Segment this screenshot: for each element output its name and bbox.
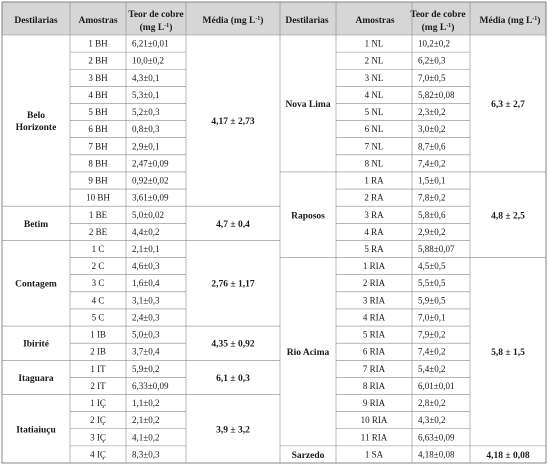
copper-value: 1,1±0,2 xyxy=(132,398,160,409)
sample-id: 2 RA xyxy=(364,192,384,203)
copper-value: 10,0±0,2 xyxy=(132,55,164,66)
copper-value: 6,63±0,09 xyxy=(418,432,455,443)
copper-value: 5,5±0,5 xyxy=(418,278,446,289)
sample-id: 7 RIA xyxy=(362,363,386,374)
sample-id: 2 IB xyxy=(90,346,106,357)
group-mean: 2,76 ± 1,17 xyxy=(211,279,255,290)
sample-id: 1 NL xyxy=(364,38,384,49)
copper-value: 7,4±0,2 xyxy=(418,346,446,357)
copper-value: 4,5±0,5 xyxy=(418,261,446,272)
sample-id: 5 C xyxy=(91,312,105,323)
sample-id: 9 BH xyxy=(88,175,108,186)
sample-id: 1 RA xyxy=(364,175,384,186)
copper-value: 5,8±0,6 xyxy=(418,209,446,220)
copper-value: 0,92±0,02 xyxy=(132,175,169,186)
sample-id: 3 IÇ xyxy=(90,432,106,443)
right-group-cells xyxy=(285,100,529,461)
header-destilarias-right: Destilarias xyxy=(285,16,329,26)
sample-id: 1 RIA xyxy=(362,261,386,272)
copper-value: 10,2±0,2 xyxy=(418,38,450,49)
sample-id: 11 RIA xyxy=(360,432,388,443)
copper-value: 5,82±0,08 xyxy=(418,89,455,100)
copper-value: 3,1±0,3 xyxy=(132,295,160,306)
sample-id: 10 BH xyxy=(86,192,110,203)
copper-value: 5,9±0,2 xyxy=(132,363,160,374)
sample-id: 4 RA xyxy=(364,226,384,237)
sample-id: 1 IÇ xyxy=(90,398,106,409)
distillery-name: Horizonte xyxy=(15,123,57,134)
header-teor-line1-left: Teor de cobre xyxy=(128,10,184,20)
copper-value: 2,4±0,3 xyxy=(132,312,160,323)
copper-value: 4,6±0,3 xyxy=(132,261,160,272)
copper-value: 5,2±0,3 xyxy=(132,107,160,118)
group-mean: 4,8 ± 2,5 xyxy=(491,211,525,222)
sample-id: 6 RIA xyxy=(362,346,386,357)
copper-value: 6,21±0,01 xyxy=(132,38,169,49)
sample-id: 5 RA xyxy=(364,244,384,254)
right-sample-rows xyxy=(361,39,455,460)
copper-value: 5,88±0,07 xyxy=(418,244,455,254)
copper-value: 2,9±0,1 xyxy=(132,141,160,152)
copper-value: 7,0±0,1 xyxy=(418,312,446,323)
copper-value: 6,2±0,3 xyxy=(418,55,446,66)
grid-lines xyxy=(2,2,546,463)
sample-id: 4 RIA xyxy=(362,312,386,323)
copper-value: 7,8±0,2 xyxy=(418,192,446,203)
group-mean: 4,35 ± 0,92 xyxy=(211,339,255,350)
sample-id: 1 IT xyxy=(90,363,106,374)
distillery-name: Ibirité xyxy=(23,339,49,350)
copper-value: 2,1±0,2 xyxy=(132,415,160,426)
sample-id: 3 BH xyxy=(88,72,108,83)
distillery-name: Rio Acima xyxy=(286,348,330,359)
sample-id: 4 C xyxy=(91,295,105,306)
header-amostras-left: Amostras xyxy=(78,16,118,26)
distillery-name: Belo xyxy=(27,111,45,122)
copper-value: 1,6±0,4 xyxy=(132,278,160,289)
copper-value: 1,5±0,1 xyxy=(418,175,446,186)
copper-value: 5,4±0,2 xyxy=(418,363,446,374)
copper-value: 6,01±0,01 xyxy=(418,380,455,391)
sample-id: 2 IÇ xyxy=(90,415,106,426)
sample-id: 7 BH xyxy=(88,141,108,152)
copper-value: 8,3±0,3 xyxy=(132,449,160,460)
distillery-name: Itatiaiuçu xyxy=(16,425,56,436)
copper-value: 4,3±0,1 xyxy=(132,72,160,83)
copper-value: 4,18±0,08 xyxy=(418,449,455,460)
sample-id: 1 BE xyxy=(88,209,108,220)
copper-value: 2,3±0,2 xyxy=(418,107,446,118)
sample-id: 2 RIA xyxy=(362,278,386,289)
sample-id: 5 RIA xyxy=(362,329,386,340)
group-mean: 6,3 ± 2,7 xyxy=(491,99,525,110)
copper-value: 7,9±0,2 xyxy=(418,329,446,340)
copper-value: 3,7±0,4 xyxy=(132,346,160,357)
sample-id: 8 RIA xyxy=(362,380,386,391)
copper-value: 5,0±0,02 xyxy=(132,209,164,220)
copper-value: 2,8±0,2 xyxy=(418,398,446,409)
sample-id: 4 IÇ xyxy=(90,449,106,460)
header-amostras-right: Amostras xyxy=(355,16,395,26)
header-teor-line1-right: Teor de cobre xyxy=(410,10,466,20)
sample-id: 3 NL xyxy=(364,72,384,83)
copper-value: 4,4±0,2 xyxy=(132,226,160,237)
sample-id: 1 C xyxy=(91,244,105,254)
copper-value: 5,9±0,5 xyxy=(418,295,446,306)
group-mean: 6,1 ± 0,3 xyxy=(216,373,250,384)
sample-id: 6 BH xyxy=(88,124,108,135)
sample-id: 2 BE xyxy=(88,226,108,237)
copper-value: 2,9±0,2 xyxy=(418,226,446,237)
group-mean: 5,8 ± 1,5 xyxy=(491,348,525,359)
sample-id: 10 RIA xyxy=(360,415,388,426)
header-destilarias-left: Destilarias xyxy=(14,16,58,26)
sample-id: 2 IT xyxy=(90,380,106,391)
group-mean: 4,18 ± 0,08 xyxy=(486,450,530,461)
sample-id: 2 BH xyxy=(88,55,108,66)
copper-value: 3,61±0,09 xyxy=(132,192,169,203)
sample-id: 7 NL xyxy=(364,141,384,152)
sample-id: 5 NL xyxy=(364,107,384,118)
sample-id: 4 NL xyxy=(364,89,384,100)
table-border xyxy=(2,2,546,463)
group-mean: 4,17 ± 2,73 xyxy=(211,117,255,128)
sample-id: 8 BH xyxy=(88,158,108,169)
header-media-right: Média (mg $L^{-1}$) xyxy=(479,16,541,26)
copper-value: 0,8±0,3 xyxy=(132,124,160,135)
sample-id: 4 BH xyxy=(88,89,108,100)
sample-id: 8 NL xyxy=(364,158,384,169)
distillery-name: Contagem xyxy=(15,279,57,290)
copper-value: 4,1±0,2 xyxy=(132,432,160,443)
sample-id: 3 C xyxy=(91,278,105,289)
distillery-name: Itaguara xyxy=(18,373,54,384)
copper-value: 4,3±0,2 xyxy=(418,415,446,426)
group-mean: 3,9 ± 3,2 xyxy=(216,425,250,436)
copper-value: 2,47±0,09 xyxy=(132,158,169,169)
header-teor-line2-left: (mg $L^{-1}$) xyxy=(139,23,173,33)
sample-id: 3 RA xyxy=(364,209,384,220)
sample-id: 2 NL xyxy=(364,55,384,66)
sample-id: 2 C xyxy=(91,261,105,272)
copper-value: 5,3±0,1 xyxy=(132,89,160,100)
distillery-name: Betim xyxy=(23,219,49,230)
group-mean: 4,7 ± 0,4 xyxy=(216,219,250,230)
sample-id: 6 NL xyxy=(364,124,384,135)
copper-value: 8,7±0,6 xyxy=(418,141,446,152)
sample-id: 1 SA xyxy=(364,449,384,460)
copper-value: 2,1±0,1 xyxy=(132,244,160,254)
copper-value: 7,0±0,5 xyxy=(418,72,446,83)
copper-value: 5,0±0,3 xyxy=(132,329,160,340)
sample-id: 1 BH xyxy=(88,38,108,49)
sample-id: 1 IB xyxy=(90,329,106,340)
copper-value: 6,33±0,09 xyxy=(132,380,169,391)
header-media-left: Média (mg $L^{-1}$) xyxy=(202,16,264,26)
copper-value: 7,4±0,2 xyxy=(418,158,446,169)
sample-id: 3 RIA xyxy=(362,295,386,306)
distillery-name: Raposos xyxy=(291,211,325,222)
sample-id: 9 RIA xyxy=(362,398,386,409)
header-teor-line2-right: (mg $L^{-1}$) xyxy=(421,23,455,33)
left-sample-rows xyxy=(86,39,169,460)
copper-value: 3,0±0,2 xyxy=(418,124,446,135)
distillery-name: Sarzedo xyxy=(291,450,325,461)
sample-id: 5 BH xyxy=(88,107,108,118)
distillery-name: Nova Lima xyxy=(285,99,331,110)
